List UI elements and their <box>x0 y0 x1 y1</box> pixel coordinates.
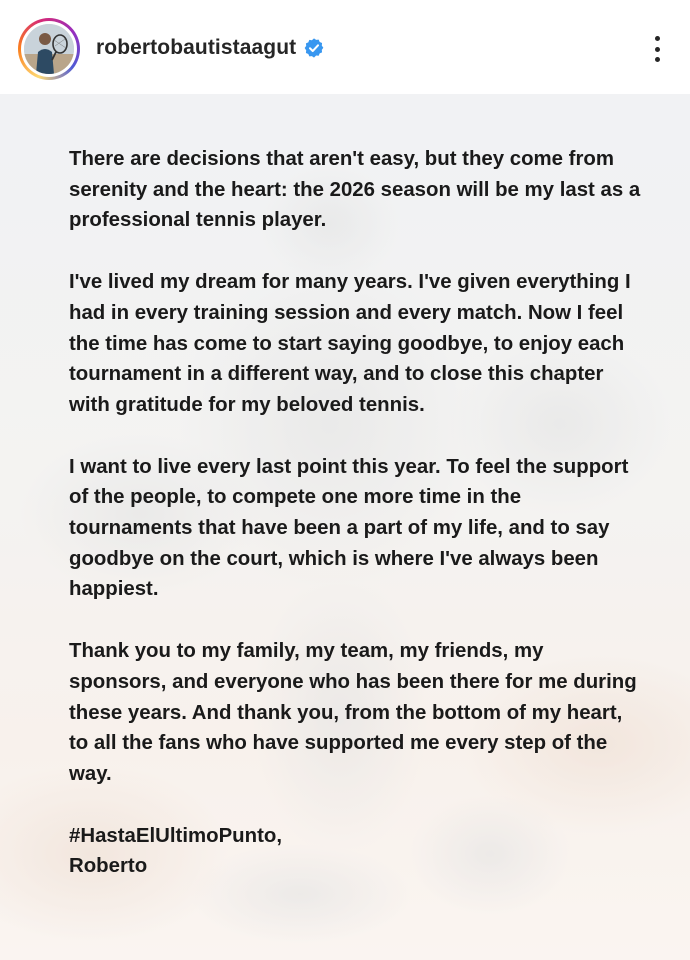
avatar-border <box>21 21 77 77</box>
verified-badge-icon <box>303 37 325 59</box>
statement-paragraph: Thank you to my family, my team, my friends, my sponsors, and everyone who has been there for me during these years. And thank you, from the bottom of my heart, to all the fans who have supported me every step of the way. <box>69 640 637 785</box>
statement-paragraph: I've lived my dream for many years. I've given everything I had in every training session and every match. Now I feel the time has come to start saying goodbye, to enjoy each tournament in a different way, and to close this chapter with gratitude for my beloved tennis. <box>69 271 631 416</box>
username-link[interactable]: robertobautistaagut <box>96 36 297 59</box>
signature: Roberto <box>69 855 148 878</box>
post-image[interactable] <box>0 94 690 960</box>
vertical-ellipsis-icon <box>655 57 660 62</box>
avatar[interactable] <box>18 18 80 80</box>
retirement-statement <box>69 144 644 882</box>
statement-paragraph: There are decisions that aren't easy, but they come from serenity and the heart: the 2026 season will be my last as a professional tennis player. <box>69 148 641 232</box>
profile-photo-icon <box>24 24 74 74</box>
hashtag: #HastaElUltimoPunto, <box>69 824 282 847</box>
more-options-button[interactable] <box>646 30 668 68</box>
statement-paragraph: I want to live every last point this year. To feel the support of the people, to compete one more time in the tournaments that have been a part of my life, and to say goodbye on the court, which is where I've always been happiest. <box>69 455 629 601</box>
vertical-ellipsis-icon <box>655 47 660 52</box>
vertical-ellipsis-icon <box>655 36 660 41</box>
post-header <box>0 0 690 94</box>
username-row <box>96 33 325 63</box>
